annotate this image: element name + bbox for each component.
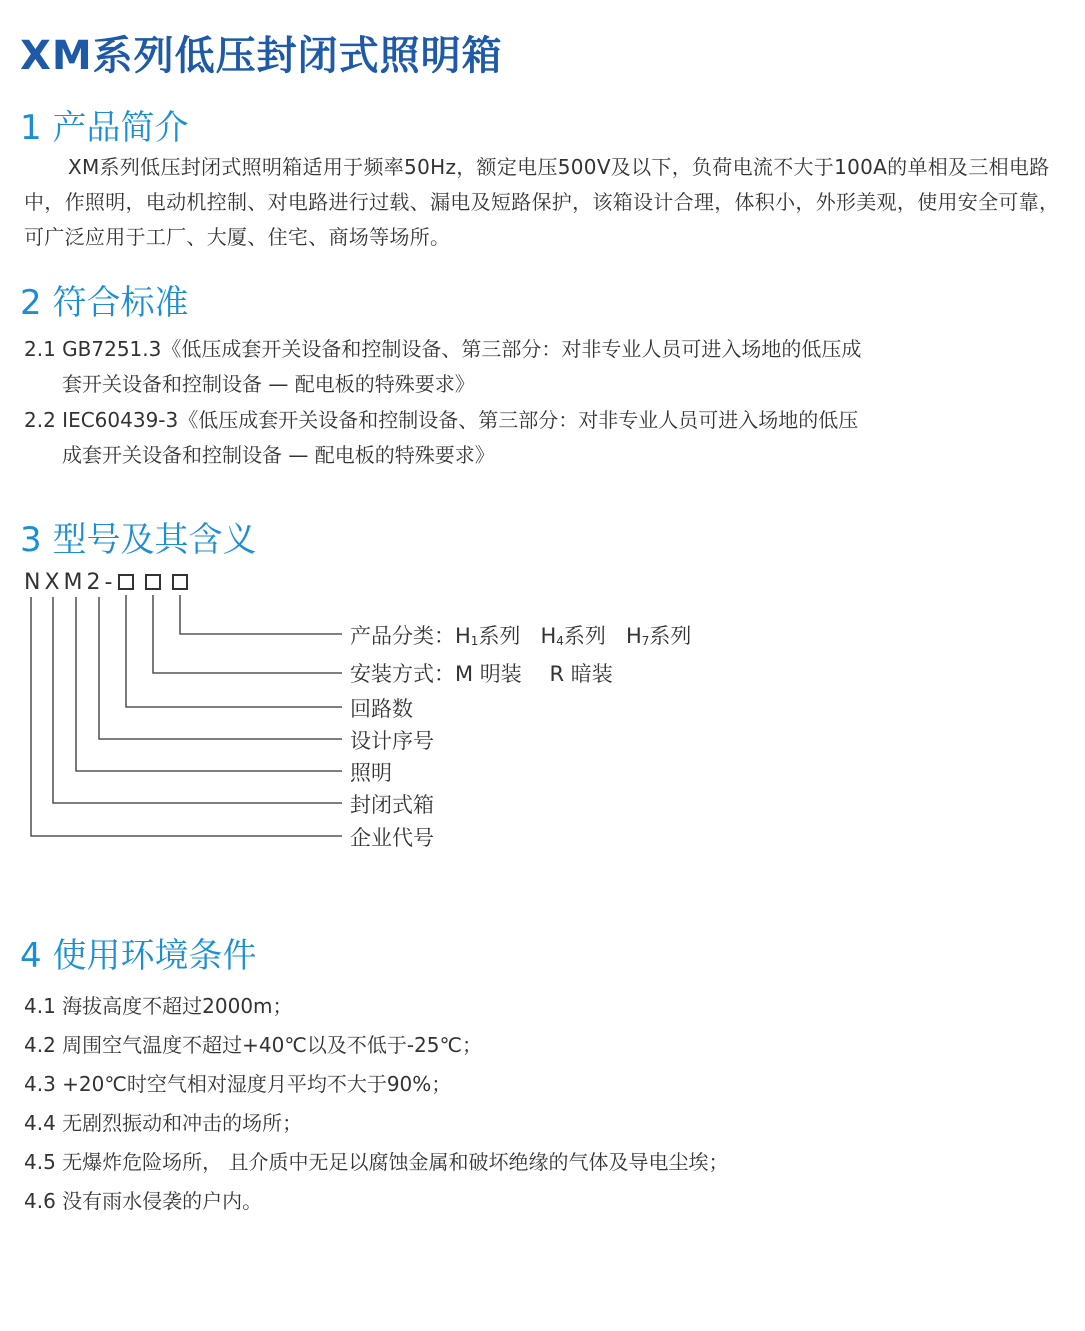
legend-company-code: 企业代号 xyxy=(350,826,434,850)
legend-h1-sub: 1 xyxy=(470,634,479,648)
bracket-line-enclosed-box xyxy=(53,597,342,803)
legend-h7-suffix: 系列 xyxy=(649,624,692,648)
environment-item-3: 4.3 +20℃时空气相对湿度月平均不大于90%； xyxy=(24,1072,452,1096)
legend-h4-suffix: 系列 xyxy=(563,624,606,648)
legend-h4-prefix: H xyxy=(540,624,557,648)
section-heading-standards: 2 符合标准 xyxy=(20,283,189,323)
environment-item-4: 4.4 无剧烈振动和冲击的场所； xyxy=(24,1111,303,1135)
legend-h4-sub: 4 xyxy=(556,634,564,648)
legend-h1-prefix: H xyxy=(455,624,471,648)
legend-h7-prefix: H xyxy=(625,624,642,648)
environment-item-2: 4.2 周围空气温度不超过+40℃以及不低于-25℃； xyxy=(24,1033,482,1057)
bracket-line-circuits xyxy=(126,595,342,707)
section-heading-environment: 4 使用环境条件 xyxy=(20,936,257,976)
document-title: XM系列低压封闭式照明箱 xyxy=(20,33,503,79)
standard-item-2-line2: 成套开关设备和控制设备 — 配电板的特殊要求》 xyxy=(62,443,495,467)
intro-paragraph: XM系列低压封闭式照明箱适用于频率50Hz，额定电压500V及以下，负荷电流不大于100A的单相及三相电路中，作照明，电动机控制、对电路进行过载、漏电及短路保护，该箱设计合理，体积小，外形美观，使用安全可靠，可广泛应用于工厂、大厦、住宅、商场等场所。 xyxy=(24,155,1060,249)
bracket-line-category xyxy=(180,595,342,634)
legend-category-label: 产品分类： xyxy=(350,624,455,648)
standard-item-1-line2: 套开关设备和控制设备 — 配电板的特殊要求》 xyxy=(62,372,475,396)
legend-lighting: 照明 xyxy=(350,761,392,785)
model-code: NXM2- xyxy=(24,570,117,595)
legend-install: 安装方式：M 明装 R 暗装 xyxy=(350,662,613,686)
legend-circuits: 回路数 xyxy=(350,697,413,721)
standard-item-2-line1: 2.2 IEC60439-3《低压成套开关设备和控制设备、第三部分：对非专业人员可进入场地的低压 xyxy=(24,408,859,432)
standard-item-1-line1: 2.1 GB7251.3《低压成套开关设备和控制设备、第三部分：对非专业人员可进入场地的低压成 xyxy=(24,337,862,361)
bracket-line-lighting xyxy=(76,597,342,771)
bracket-line-company-code xyxy=(31,597,342,836)
environment-item-6: 4.6 没有雨水侵袭的户内。 xyxy=(24,1189,263,1213)
environment-item-1: 4.1 海拔高度不超过2000m； xyxy=(24,994,293,1018)
bracket-line-design-no xyxy=(99,597,342,739)
legend-enclosed-box: 封闭式箱 xyxy=(350,793,434,817)
legend-h1-suffix: 系列 xyxy=(478,624,521,648)
section-heading-intro: 1 产品简介 xyxy=(20,108,189,148)
section-heading-model: 3 型号及其含义 xyxy=(20,520,257,560)
legend-h7-sub: 7 xyxy=(641,634,650,648)
environment-item-5: 4.5 无爆炸危险场所， 且介质中无足以腐蚀金属和破坏绝缘的气体及导电尘埃； xyxy=(24,1150,729,1174)
legend-design-no: 设计序号 xyxy=(350,729,434,753)
legend-category xyxy=(350,620,691,650)
